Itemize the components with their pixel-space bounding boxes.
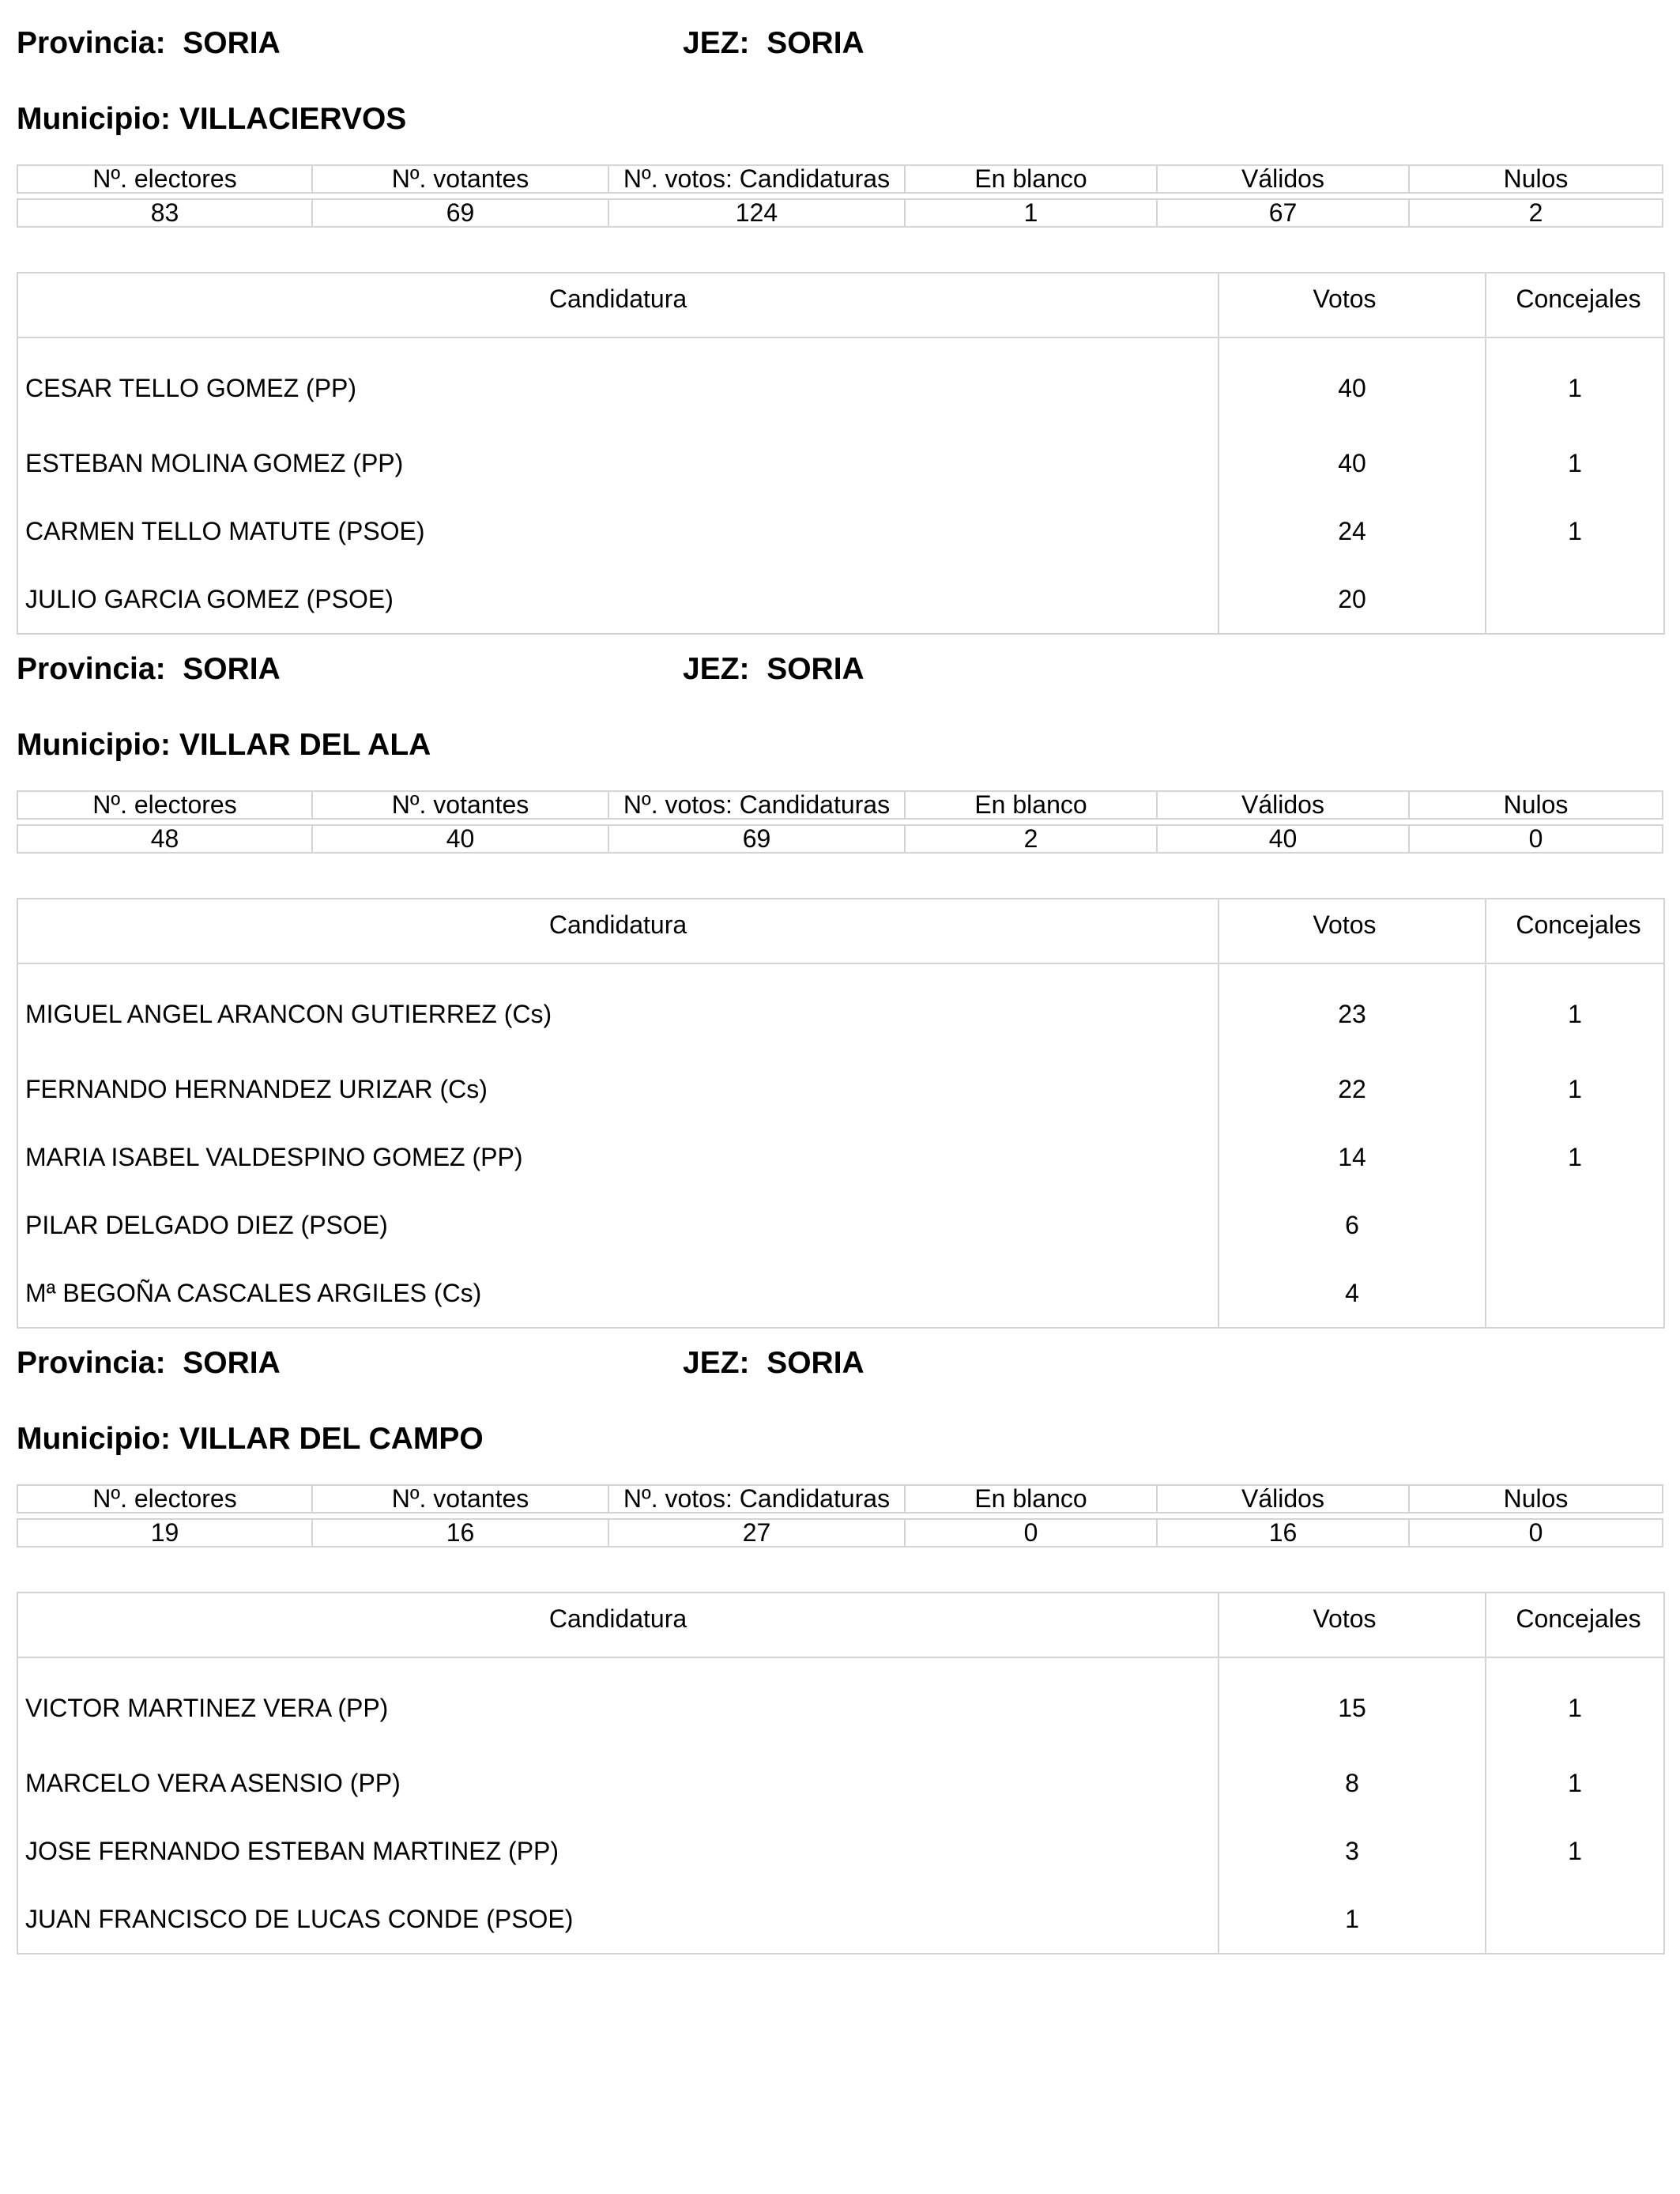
stats-header-cell: Válidos xyxy=(1158,790,1410,820)
stats-value-cell: 40 xyxy=(1158,824,1410,854)
jez-label xyxy=(683,650,864,689)
municipio-title xyxy=(17,100,406,139)
candidate-row xyxy=(17,1749,1664,1817)
jez-key: JEZ: xyxy=(683,26,750,60)
votos-header: Votos xyxy=(1219,273,1486,337)
candidate-concejales: 1 xyxy=(1568,1768,1582,1797)
votos-header: Votos xyxy=(1219,1593,1486,1657)
stats-header-cell: Nulos xyxy=(1410,790,1663,820)
stats-header-cell: En blanco xyxy=(906,790,1158,820)
stats-header-cell: Nº. votantes xyxy=(313,164,609,194)
votos-header: Votos xyxy=(1219,899,1486,963)
provincia-label xyxy=(17,1344,281,1383)
candidate-row xyxy=(17,1657,1664,1749)
provincia-value: SORIA xyxy=(183,26,281,60)
candidate-votes: 4 xyxy=(1219,1259,1486,1328)
candidate-votes: 20 xyxy=(1219,565,1486,634)
stats-table xyxy=(17,786,1663,858)
stats-value-cell: 69 xyxy=(313,198,609,228)
candidate-row xyxy=(17,1123,1664,1191)
candidate-concejales: 1 xyxy=(1568,1074,1582,1103)
candidate-votes: 23 xyxy=(1219,963,1486,1055)
candidate-name: FERNANDO HERNANDEZ URIZAR (Cs) xyxy=(17,1055,1219,1123)
candidate-name: JULIO GARCIA GOMEZ (PSOE) xyxy=(17,565,1219,634)
candidate-name: PILAR DELGADO DIEZ (PSOE) xyxy=(17,1191,1219,1259)
candidate-row xyxy=(17,1817,1664,1885)
stats-value-cell: 0 xyxy=(1410,824,1663,854)
stats-value-cell: 69 xyxy=(609,824,906,854)
concejales-header: Concejales xyxy=(1486,899,1664,963)
candidate-votes: 40 xyxy=(1219,337,1486,429)
candidate-votes: 40 xyxy=(1219,429,1486,497)
provincia-jez-line xyxy=(17,650,1663,689)
candidate-votes: 1 xyxy=(1219,1885,1486,1954)
candidate-name: VICTOR MARTINEZ VERA (PP) xyxy=(17,1657,1219,1749)
candidates-table xyxy=(17,1592,1665,1955)
municipio-value: VILLAR DEL CAMPO xyxy=(179,1422,484,1456)
municipality-section xyxy=(17,1344,1663,1944)
stats-header-cell: Nulos xyxy=(1410,164,1663,194)
candidate-row xyxy=(17,1055,1664,1123)
stats-header-cell: Nº. electores xyxy=(17,1484,313,1514)
stats-header-cell: Nº. electores xyxy=(17,164,313,194)
stats-header-row xyxy=(17,790,1663,820)
candidate-name: JOSE FERNANDO ESTEBAN MARTINEZ (PP) xyxy=(17,1817,1219,1885)
stats-header-cell: Válidos xyxy=(1158,1484,1410,1514)
provincia-jez-line xyxy=(17,24,1663,63)
jez-value: SORIA xyxy=(767,26,864,60)
stats-header-cell: Válidos xyxy=(1158,164,1410,194)
stats-value-row xyxy=(17,1518,1663,1547)
stats-value-cell: 19 xyxy=(17,1518,313,1547)
candidate-concejales: 1 xyxy=(1568,1142,1582,1171)
stats-value-cell: 27 xyxy=(609,1518,906,1547)
municipio-title xyxy=(17,1419,484,1459)
provincia-label xyxy=(17,650,281,689)
candidate-name: MIGUEL ANGEL ARANCON GUTIERREZ (Cs) xyxy=(17,963,1219,1055)
candidates-table xyxy=(17,272,1665,635)
stats-value-cell: 2 xyxy=(1410,198,1663,228)
stats-header-cell: En blanco xyxy=(906,164,1158,194)
candidate-name: JUAN FRANCISCO DE LUCAS CONDE (PSOE) xyxy=(17,1885,1219,1954)
municipio-value: VILLACIERVOS xyxy=(179,102,407,136)
candidate-concejales: 1 xyxy=(1568,374,1582,402)
provincia-value: SORIA xyxy=(183,1346,281,1380)
jez-value: SORIA xyxy=(767,652,864,686)
provincia-key: Provincia: xyxy=(17,1346,166,1380)
stats-header-cell: Nulos xyxy=(1410,1484,1663,1514)
candidate-name: CARMEN TELLO MATUTE (PSOE) xyxy=(17,497,1219,565)
jez-value: SORIA xyxy=(767,1346,864,1380)
candidate-concejales: 1 xyxy=(1568,1694,1582,1722)
stats-value-cell: 124 xyxy=(609,198,906,228)
candidate-row xyxy=(17,337,1664,429)
candidatura-header: Candidatura xyxy=(17,899,1219,963)
candidate-concejales xyxy=(1486,1191,1664,1259)
candidate-concejales: 1 xyxy=(1568,1000,1582,1028)
candidate-row xyxy=(17,1259,1664,1328)
jez-label xyxy=(683,1344,864,1383)
municipio-value: VILLAR DEL ALA xyxy=(179,728,431,762)
jez-label xyxy=(683,24,864,63)
stats-header-row xyxy=(17,1484,1663,1514)
candidate-name: CESAR TELLO GOMEZ (PP) xyxy=(17,337,1219,429)
stats-header-cell: Nº. votos: Candidaturas xyxy=(609,164,906,194)
candidate-concejales: 1 xyxy=(1568,1836,1582,1865)
candidate-name: MARIA ISABEL VALDESPINO GOMEZ (PP) xyxy=(17,1123,1219,1191)
candidatura-header: Candidatura xyxy=(17,273,1219,337)
candidate-name: ESTEBAN MOLINA GOMEZ (PP) xyxy=(17,429,1219,497)
stats-value-cell: 67 xyxy=(1158,198,1410,228)
provincia-key: Provincia: xyxy=(17,652,166,686)
concejales-header: Concejales xyxy=(1486,1593,1664,1657)
municipality-section xyxy=(17,24,1663,624)
candidate-concejales xyxy=(1486,1885,1664,1954)
candidate-votes: 3 xyxy=(1219,1817,1486,1885)
stats-value-cell: 2 xyxy=(906,824,1158,854)
stats-table xyxy=(17,160,1663,232)
stats-table xyxy=(17,1480,1663,1552)
municipio-key: Municipio: xyxy=(17,728,171,762)
stats-value-cell: 48 xyxy=(17,824,313,854)
stats-value-cell: 83 xyxy=(17,198,313,228)
candidates-header-row xyxy=(17,273,1664,337)
stats-header-cell: Nº. votos: Candidaturas xyxy=(609,1484,906,1514)
municipio-key: Municipio: xyxy=(17,1422,171,1456)
municipio-key: Municipio: xyxy=(17,102,171,136)
stats-value-cell: 1 xyxy=(906,198,1158,228)
municipality-section xyxy=(17,650,1663,1307)
candidate-row xyxy=(17,565,1664,634)
stats-header-cell: Nº. votantes xyxy=(313,790,609,820)
provincia-value: SORIA xyxy=(183,652,281,686)
municipio-title xyxy=(17,726,431,765)
candidate-row xyxy=(17,429,1664,497)
candidatura-header: Candidatura xyxy=(17,1593,1219,1657)
candidate-name: MARCELO VERA ASENSIO (PP) xyxy=(17,1749,1219,1817)
provincia-jez-line xyxy=(17,1344,1663,1383)
stats-value-cell: 16 xyxy=(313,1518,609,1547)
stats-value-row xyxy=(17,198,1663,228)
provincia-key: Provincia: xyxy=(17,26,166,60)
candidate-row xyxy=(17,497,1664,565)
candidate-name: Mª BEGOÑA CASCALES ARGILES (Cs) xyxy=(17,1259,1219,1328)
stats-value-cell: 40 xyxy=(313,824,609,854)
candidate-votes: 6 xyxy=(1219,1191,1486,1259)
candidate-row xyxy=(17,963,1664,1055)
stats-header-cell: En blanco xyxy=(906,1484,1158,1514)
candidate-votes: 14 xyxy=(1219,1123,1486,1191)
stats-header-cell: Nº. electores xyxy=(17,790,313,820)
stats-value-cell: 0 xyxy=(906,1518,1158,1547)
jez-key: JEZ: xyxy=(683,652,750,686)
candidate-concejales xyxy=(1486,565,1664,634)
candidate-votes: 15 xyxy=(1219,1657,1486,1749)
candidates-header-row xyxy=(17,1593,1664,1657)
candidates-header-row xyxy=(17,899,1664,963)
stats-value-row xyxy=(17,824,1663,854)
jez-key: JEZ: xyxy=(683,1346,750,1380)
candidate-concejales: 1 xyxy=(1568,516,1582,545)
candidate-concejales: 1 xyxy=(1568,448,1582,477)
stats-value-cell: 16 xyxy=(1158,1518,1410,1547)
candidate-votes: 24 xyxy=(1219,497,1486,565)
candidate-votes: 22 xyxy=(1219,1055,1486,1123)
candidates-table xyxy=(17,898,1665,1329)
candidate-row xyxy=(17,1885,1664,1954)
candidate-row xyxy=(17,1191,1664,1259)
concejales-header: Concejales xyxy=(1486,273,1664,337)
stats-value-cell: 0 xyxy=(1410,1518,1663,1547)
stats-header-cell: Nº. votantes xyxy=(313,1484,609,1514)
provincia-label xyxy=(17,24,281,63)
candidate-concejales xyxy=(1486,1259,1664,1328)
stats-header-cell: Nº. votos: Candidaturas xyxy=(609,790,906,820)
candidate-votes: 8 xyxy=(1219,1749,1486,1817)
stats-header-row xyxy=(17,164,1663,194)
